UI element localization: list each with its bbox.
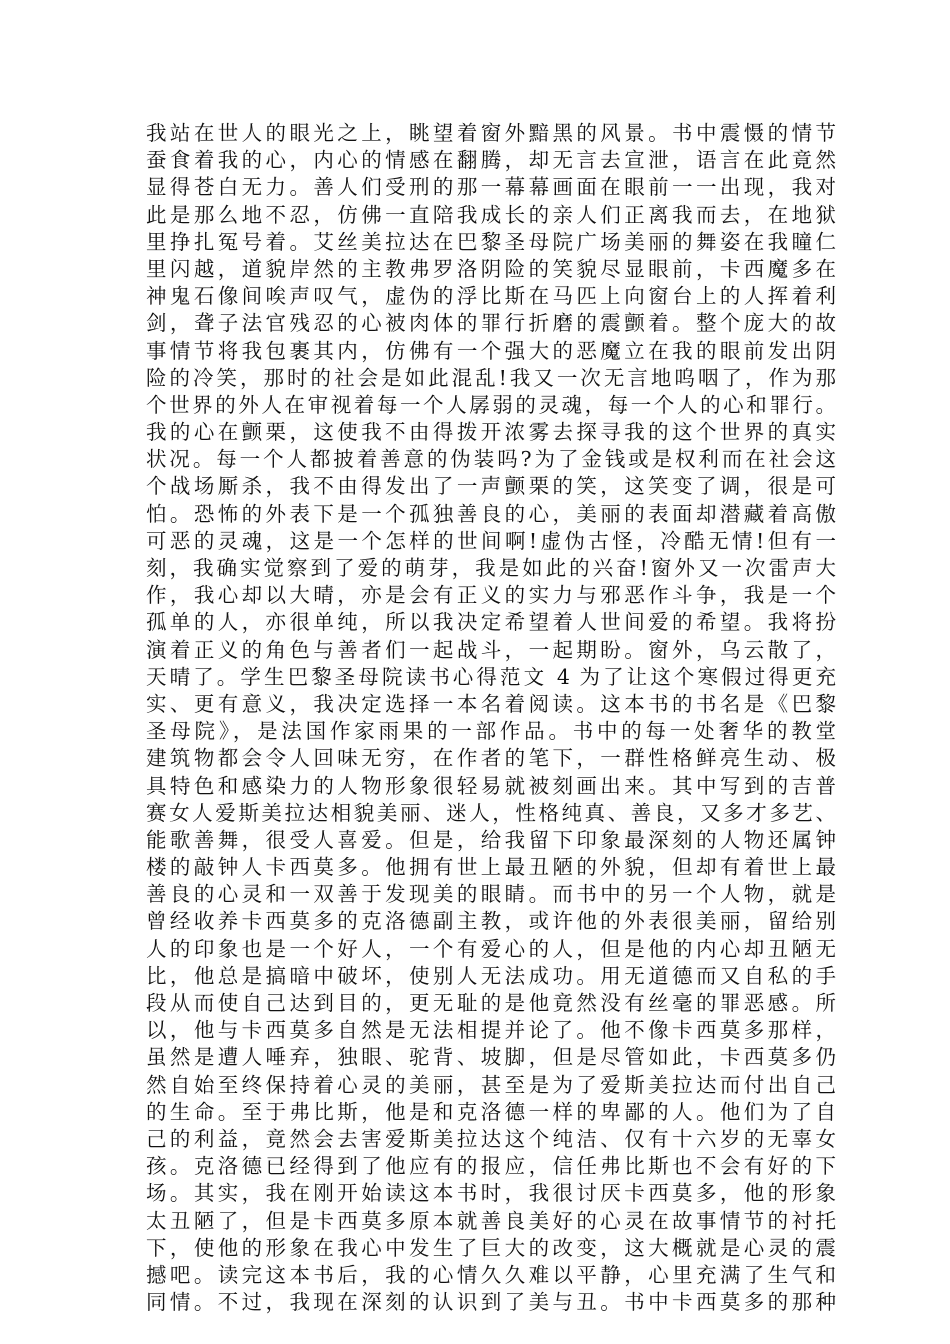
text-line: 我的心在颤栗，这使我不由得拨开浓雾去探寻我的这个世界的真实 xyxy=(146,420,836,445)
text-line: 圣母院》，是法国作家雨果的一部作品。书中的每一处奢华的教堂 xyxy=(146,719,836,744)
text-line: 能歌善舞，很受人喜爱。但是，给我留下印象最深刻的人物还属钟 xyxy=(146,827,836,852)
text-line: 个战场厮杀，我不由得发出了一声颤栗的笑，这笑变了调，很是可 xyxy=(146,474,836,499)
text-line: 的生命。至于弗比斯，他是和克洛德一样的卑鄙的人。他们为了自 xyxy=(146,1099,836,1124)
text-line: 段从而使自己达到目的，更无耻的是他竟然没有丝毫的罪恶感。所 xyxy=(146,991,836,1015)
text-line: 实、更有意义，我决定选择一本名着阅读。这本书的书名是《巴黎 xyxy=(146,691,836,716)
text-line: 剑，聋子法官残忍的心被肉体的罪行折磨的震颤着。整个庞大的故 xyxy=(146,311,836,336)
text-line: 怕。恐怖的外表下是一个孤独善良的心，美丽的表面却潜藏着高傲 xyxy=(146,501,836,526)
text-line: 己的利益，竟然会去害爱斯美拉达这个纯洁、仅有十六岁的无辜女 xyxy=(146,1126,836,1151)
text-line: 作，我心却以大晴，亦是会有正义的实力与邪恶作斗争，我是一个 xyxy=(146,583,836,608)
text-line: 具特色和感染力的人物形象很轻易就被刻画出来。其中写到的吉普 xyxy=(146,773,836,798)
text-line: 太丑陋了，但是卡西莫多原本就善良美好的心灵在故事情节的衬托 xyxy=(146,1208,836,1233)
text-line: 神鬼石像间唉声叹气，虚伪的浮比斯在马匹上向窗台上的人挥着利 xyxy=(146,284,836,309)
text-line: 孤单的人，亦很单纯，所以我决定希望着人世间爱的希望。我将扮 xyxy=(146,610,836,635)
text-line: 天晴了。学生巴黎圣母院读书心得范文 4 为了让这个寒假过得更充 xyxy=(146,664,836,689)
text-line: 下，使他的形象在我心中发生了巨大的改变，这大概就是心灵的震 xyxy=(146,1235,836,1260)
text-line: 曾经收养卡西莫多的克洛德副主教，或许他的外表很美丽，留给别 xyxy=(146,909,836,934)
text-line: 善良的心灵和一双善于发现美的眼睛。而书中的另一个人物，就是 xyxy=(146,882,836,907)
text-line: 虽然是遭人唾弃，独眼、驼背、坡脚，但是尽管如此，卡西莫多仍 xyxy=(146,1045,836,1070)
text-line: 演着正义的角色与善者们一起战斗，一起期盼。窗外，乌云散了， xyxy=(146,637,836,662)
text-line: 个世界的外人在审视着每一个人孱弱的灵魂，每一个人的心和罪行。 xyxy=(146,392,836,417)
text-line: 场。其实，我在刚开始读这本书时，我很讨厌卡西莫多，他的形象 xyxy=(146,1181,836,1206)
text-line: 里挣扎冤号着。艾丝美拉达在巴黎圣母院广场美丽的舞姿在我瞳仁 xyxy=(146,229,836,254)
text-line: 事情节将我包裹其内，仿佛有一个强大的恶魔立在我的眼前发出阴 xyxy=(146,338,836,363)
text-line: 比，他总是搞暗中破坏，使别人无法成功。用无道德而又自私的手 xyxy=(146,963,836,988)
text-line: 以，他与卡西莫多自然是无法相提并论了。他不像卡西莫多那样， xyxy=(146,1018,836,1043)
text-line: 赛女人爱斯美拉达相貌美丽、迷人，性格纯真、善良，又多才多艺、 xyxy=(146,800,836,825)
text-line: 里闪越，道貌岸然的主教弗罗洛阴险的笑貌尽显眼前，卡西魔多在 xyxy=(146,256,836,281)
text-line: 可恶的灵魂，这是一个怎样的世间啊!虚伪古怪，冷酷无情!但有一 xyxy=(146,528,836,553)
text-line: 显得苍白无力。善人们受刑的那一幕幕画面在眼前一一出现，我对 xyxy=(146,175,836,200)
text-line: 此是那么地不忍，仿佛一直陪我成长的亲人们正离我而去，在地狱 xyxy=(146,202,836,227)
text-line: 孩。克洛德已经得到了他应有的报应，信任弗比斯也不会有好的下 xyxy=(146,1154,836,1179)
text-line: 楼的敲钟人卡西莫多。他拥有世上最丑陋的外貌，但却有着世上最 xyxy=(146,855,836,880)
text-line: 我站在世人的眼光之上，眺望着窗外黯黑的风景。书中震慑的情节 xyxy=(146,121,836,145)
text-line: 然自始至终保持着心灵的美丽，甚至是为了爱斯美拉达而付出自己 xyxy=(146,1072,836,1097)
text-line: 状况。每一个人都披着善意的伪装吗?为了金钱或是权利而在社会这 xyxy=(146,447,836,472)
text-line: 人的印象也是一个好人，一个有爱心的人，但是他的内心却丑陋无 xyxy=(146,936,836,961)
text-line: 蚕食着我的心，内心的情感在翻腾，却无言去宣泄，语言在此竟然 xyxy=(146,148,836,173)
text-line: 撼吧。读完这本书后，我的心情久久难以平静，心里充满了生气和 xyxy=(146,1262,836,1287)
text-line: 建筑物都会令人回味无穷，在作者的笔下，一群性格鲜亮生动、极 xyxy=(146,746,836,771)
text-line: 刻，我确实觉察到了爱的萌芽，我是如此的兴奋!窗外又一次雷声大 xyxy=(146,556,836,580)
text-line: 险的冷笑，那时的社会是如此混乱!我又一次无言地呜咽了，作为那 xyxy=(146,365,836,390)
text-line: 同情。不过，我现在深刻的认识到了美与丑。书中卡西莫多的那种 xyxy=(146,1290,836,1315)
body-text xyxy=(146,120,836,1316)
